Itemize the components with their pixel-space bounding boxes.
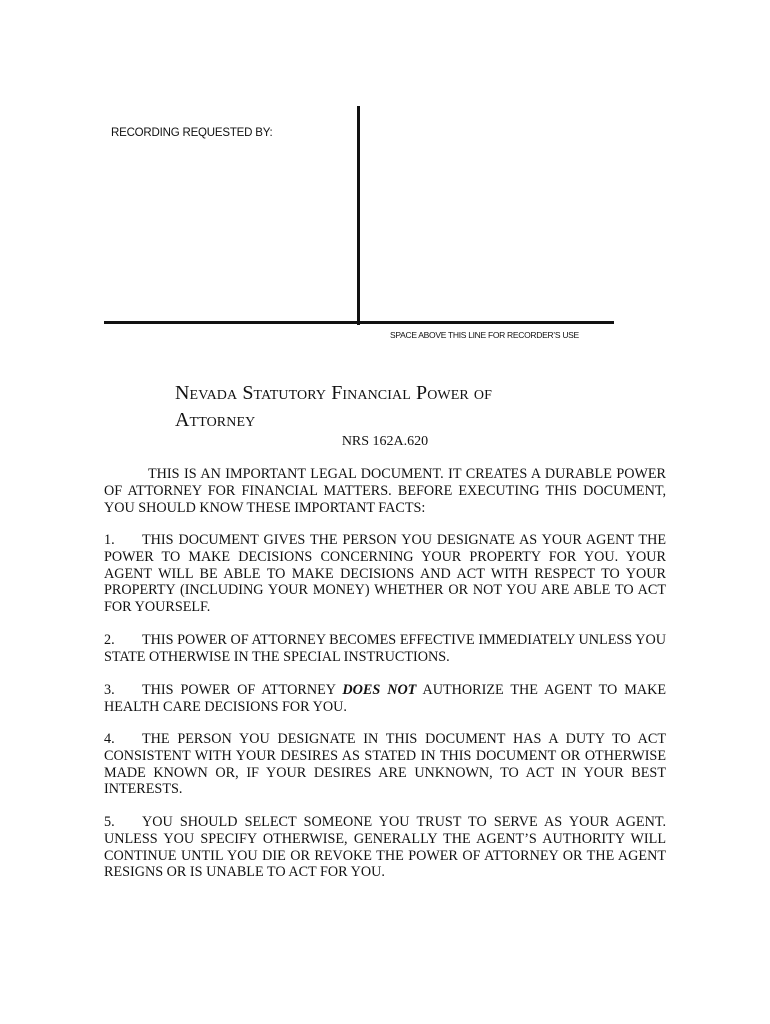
recorder-use-note: SPACE ABOVE THIS LINE FOR RECORDER’S USE: [390, 330, 579, 340]
recorder-vertical-divider: [357, 106, 360, 325]
fact-paragraph-4: [104, 731, 666, 798]
document-title-line-1: Nevada Statutory Financial Power of: [175, 382, 493, 404]
recorder-horizontal-divider: [104, 321, 614, 324]
fact-emphasis: DOES NOT: [342, 682, 417, 698]
fact-paragraph-3: [104, 682, 670, 716]
document-title-line-2: Attorney: [175, 409, 256, 431]
fact-number: 5.: [104, 814, 115, 830]
fact-text-after: AUTHORIZE THE AGENT TO MAKE HEALTH CARE DECISIONS FOR YOU.: [104, 682, 670, 715]
fact-text: THE PERSON YOU DESIGNATE IN THIS DOCUMENT HAS A DUTY TO ACT CONSISTENT WITH YOUR DESIRES AS STATED IN THIS DOCUMENT OR OTHERWISE MADE KNOWN OR, IF YOUR DESIRES ARE UNKNOWN, TO ACT IN YOUR BEST INTERESTS.: [104, 731, 666, 798]
fact-text: YOU SHOULD SELECT SOMEONE YOU TRUST TO SERVE AS YOUR AGENT. UNLESS YOU SPECIFY OTHERWISE, GENERALLY THE AGENT’S AUTHORITY WILL CONTINUE UNTIL YOU DIE OR REVOKE THE POWER OF ATTORNEY OR THE AGENT RESIGNS OR IS UNABLE TO ACT FOR YOU.: [104, 814, 666, 881]
fact-number: 1.: [104, 532, 115, 548]
fact-text: THIS POWER OF ATTORNEY BECOMES EFFECTIVE IMMEDIATELY UNLESS YOU STATE OTHERWISE IN THE SPECIAL INSTRUCTIONS.: [104, 632, 666, 665]
intro-paragraph: THIS IS AN IMPORTANT LEGAL DOCUMENT. IT CREATES A DURABLE POWER OF ATTORNEY FOR FINANCIAL MATTERS. BEFORE EXECUTING THIS DOCUMENT, YOU SHOULD KNOW THESE IMPORTANT FACTS:: [104, 466, 666, 516]
fact-number: 2.: [104, 632, 115, 648]
recording-requested-by-label: RECORDING REQUESTED BY:: [111, 127, 273, 139]
fact-paragraph-5: [104, 814, 666, 881]
statute-reference: NRS 162A.620: [341, 434, 429, 449]
fact-number: 4.: [104, 731, 115, 747]
fact-paragraph-2: [104, 632, 666, 666]
document-title: [175, 380, 635, 434]
fact-number: 3.: [104, 682, 115, 698]
fact-paragraph-1: [104, 532, 666, 616]
fact-text: THIS DOCUMENT GIVES THE PERSON YOU DESIGNATE AS YOUR AGENT THE POWER TO MAKE DECISIONS CONCERNING YOUR PROPERTY FOR YOU. YOUR AGENT WILL BE ABLE TO MAKE DECISIONS AND ACT WITH RESPECT TO YOUR PROPERTY (INCLUDING YOUR MONEY) WHETHER OR NOT YOU ARE ABLE TO ACT FOR YOURSELF.: [104, 532, 666, 616]
fact-text-before: THIS POWER OF ATTORNEY: [142, 682, 343, 698]
